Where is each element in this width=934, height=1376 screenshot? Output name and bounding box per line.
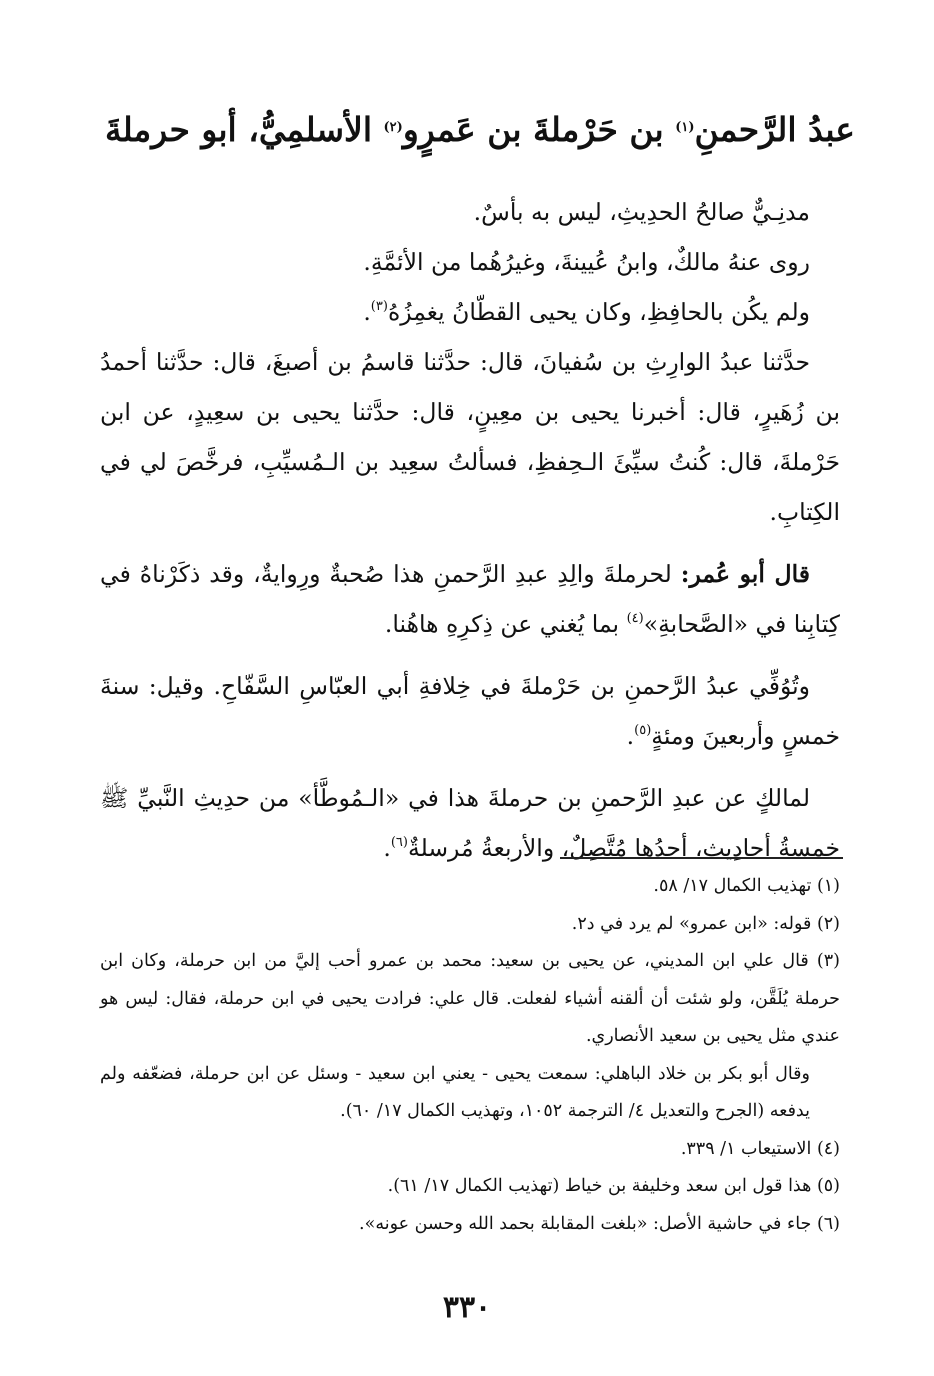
title-part-3: الأسلمِيُّ، أبو حرملةَ: [104, 110, 384, 149]
footnote-number: (١): [816, 876, 840, 896]
muwatta-text: لمالكٍ عن عبدِ الرَّحمنِ بن حرملةَ هذا في «الـمُوطَّأ» من حدِيثِ النَّبيِّ ﷺ خمسةُ أحادِيث، أحدُها مُتَّصِلٌ، والأربعةُ مُرسلةٌ: [100, 784, 840, 862]
footnote-number: (٢): [816, 913, 840, 934]
footnote-text: الاستيعاب ١/ ٣٣٩.: [680, 1138, 812, 1159]
death-end: .: [626, 722, 635, 750]
footnote-number: (٦): [816, 1213, 840, 1234]
footnote-1: [100, 868, 840, 906]
footnote-4: [100, 1131, 840, 1169]
footnote-text: وقال أبو بكر بن خلاد الباهلي: سمعت يحيى - يعني ابن سعيد - وسئل عن ابن حرملة، فضعّفه ولم يدفعه (الجرح والتعديل ٤/ الترجمة ١٠٥٢، وتهذيب الكمال ١٧/ ٦٠).: [100, 1063, 810, 1121]
body-line-3-end: .: [363, 298, 371, 326]
footnote-text: هذا قول ابن سعد وخليفة بن خياط (تهذيب الكمال ١٧/ ٦١).: [387, 1176, 812, 1196]
footnote-ref-1[interactable]: (١): [675, 120, 695, 135]
body-line-3-text: ولم يكُن بالحافِظِ، وكان يحيى القطّانُ يغمِزُهُ: [387, 298, 810, 326]
title-part-1: عبدُ الرَّحمنِ: [694, 110, 855, 149]
body-line-2: روى عنهُ مالكٌ، وابنُ عُيينةَ، وغيرُهُما من الأئمَّةِ.: [363, 248, 810, 276]
footnote-2: [100, 906, 840, 944]
footnote-3: [100, 943, 840, 1056]
abu-umar-end: بما يُغني عن ذِكرِهِ هاهُنا.: [384, 610, 627, 638]
main-text: [100, 187, 840, 873]
footnote-ref-5[interactable]: (٥): [634, 723, 652, 738]
footnote-text: جاء في حاشية الأصل: «بلغت المقابلة بحمد الله وحسن عونه».: [359, 1213, 812, 1234]
footnote-number: (٣): [816, 951, 840, 971]
footnote-3-continued: [100, 1056, 840, 1131]
footnote-divider: [560, 857, 843, 859]
footnote-6: [100, 1206, 840, 1244]
footnote-text: قال علي ابن المديني، عن يحيى بن سعيد: محمد بن عمرو أحب إليَّ من ابن حرملة، وكان ابن حرملة يُلَقَّن، ولو شئت أن ألقنه أشياء لفعلت. قال علي: فرادت يحيى في ابن حرملة، فقال: ليس هو عندي مثل يحيى بن سعيد الأنصاري.: [100, 951, 840, 1046]
body-line-1: مدنِـيٌّ صالحُ الحدِيثِ، ليس به بأسٌ.: [473, 198, 810, 226]
muwatta-end: .: [383, 834, 391, 862]
page-number: ٣٣٠: [442, 1290, 492, 1325]
footnote-ref-6[interactable]: (٦): [390, 835, 408, 850]
title-part-2: بن حَرْملةَ بن عَمرٍو: [402, 110, 676, 149]
footnote-5: [100, 1168, 840, 1206]
isnad-paragraph: حدَّثنا عبدُ الوارِثِ بن سُفيانَ، قال: حدَّثنا قاسمُ بن أصبغَ، قال: حدَّثنا أحمدُ بن زُهَيرٍ، قال: أخبرنا يحيى بن معِينٍ، قال: حدَّثنا يحيى بن سعِيدٍ، عن ابن حَرْملةَ، قال: كُنتُ سيِّئَ الـحِفظِ، فسألتُ سعِيد بن الـمُسيِّبِ، فرخَّصَ لي في الكِتابِ.: [100, 348, 840, 526]
footnote-number: (٤): [816, 1138, 840, 1159]
abu-umar-label: قال أبو عُمر:: [680, 560, 810, 588]
footnote-ref-3[interactable]: (٣): [370, 299, 388, 314]
footnote-text: قوله: «ابن عمرو» لم يرد في د٢.: [571, 913, 812, 934]
death-text: وتُوُفِّي عبدُ الرَّحمنِ بن حَرْملةَ في خِلافةِ أبي العبّاسِ السَّفّاحِ. وقيل: سنةَ خمسٍ وأربعينَ ومئةٍ: [100, 672, 840, 750]
footnote-text: تهذيب الكمال ١٧/ ٥٨.: [653, 876, 812, 896]
death-paragraph: [100, 661, 840, 761]
abu-umar-paragraph: [100, 549, 840, 649]
page-title: [104, 100, 855, 160]
footnote-ref-4[interactable]: (٤): [626, 611, 644, 626]
abu-umar-text: لحرملةَ والِدِ عبدِ الرَّحمنِ هذا صُحبةٌ ورِوايةٌ، وقد ذكَرْناهُ في كِتابِنا في «الصَّحابةِ»: [100, 560, 840, 638]
footnotes: [100, 868, 840, 1243]
body-line-3: [100, 287, 840, 337]
footnote-number: (٥): [816, 1176, 840, 1196]
footnote-ref-2[interactable]: (٢): [383, 120, 403, 135]
